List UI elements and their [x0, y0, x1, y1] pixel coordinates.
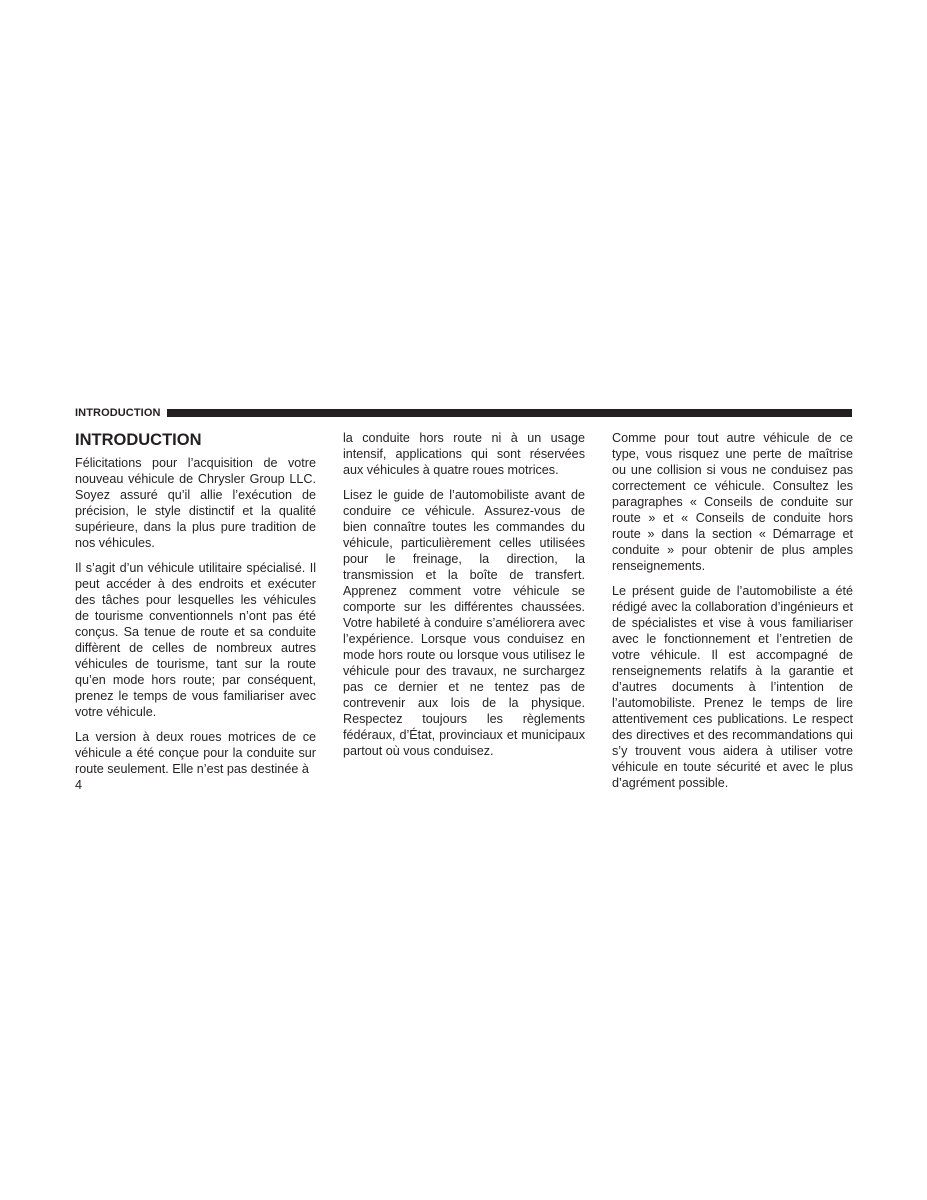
paragraph: Lisez le guide de l’automobiliste avant de conduire ce véhicule. Assurez-vous de bien connaître toutes les commandes du véhicule, particulièrement celles utilisées pour le freinage, la direction, la transmission et la boîte de transfert. Apprenez comment votre véhicule se comporte sur les différentes chaussées. Votre habileté à conduire s’améliorera avec l’expérience. Lorsque vous conduisez en mode hors route ou lorsque vous utilisez le véhicule pour des travaux, ne surchargez pas ce dernier et ne tentez pas de contrevenir aux lois de la physique. Respectez toujours les règlements fédéraux, d’État, provinciaux et municipaux partout où vous conduisez. — [343, 488, 585, 758]
paragraph: la conduite hors route ni à un usage intensif, applications qui sont réservées aux véhicules à quatre roues motrices. — [343, 431, 585, 477]
paragraph: La version à deux roues motrices de ce véhicule a été conçue pour la conduite sur route seulement. Elle n’est pas destinée à — [75, 730, 316, 776]
header-rule — [167, 409, 852, 417]
paragraph: Il s’agit d’un véhicule utilitaire spécialisé. Il peut accéder à des endroits et exécuter des tâches pour lesquelles les véhicules de tourisme conventionnels n’ont pas été conçus. Sa tenue de route et sa conduite diffèrent de celles de nombreux autres véhicules de tourisme, tant sur la route qu’en mode hors route; par conséquent, prenez le temps de vous familiariser avec votre véhicule. — [75, 561, 316, 719]
running-header — [75, 406, 852, 420]
running-title: INTRODUCTION — [75, 407, 161, 419]
page-number: 4 — [75, 778, 83, 792]
paragraph: Comme pour tout autre véhicule de ce type, vous risquez une perte de maîtrise ou une collision si vous ne conduisez pas correctement ce véhicule. Consultez les paragraphes « Conseils de conduite sur route » et « Conseils de conduite hors route » dans la section « Démarrage et conduite » pour obtenir de plus amples renseignements. — [612, 431, 853, 573]
paragraph: Le présent guide de l’automobiliste a été rédigé avec la collaboration d’ingénieurs et de spécialistes et vise à vous familiariser avec le fonctionnement et l’entretien de votre véhicule. Il est accompagné de renseignements relatifs à la garantie et d’autres documents à l’intention de l’automobiliste. Prenez le temps de lire attentivement ces publications. Le respect des directives et des recommandations qui s’y trouvent vous aidera à utiliser votre véhicule en toute sécurité et avec le plus d’agrément possible. — [612, 584, 853, 790]
paragraph: Félicitations pour l’acquisition de votre nouveau véhicule de Chrysler Group LLC. Soyez assuré qu’il allie l’exécution de précision, le style distinctif et la qualité supérieure, dans la plus pure tradition de nos véhicules. — [75, 456, 316, 550]
section-title: INTRODUCTION — [75, 431, 202, 449]
text-column-3 — [612, 430, 853, 800]
text-column-1 — [75, 430, 316, 786]
text-column-2 — [343, 430, 585, 768]
